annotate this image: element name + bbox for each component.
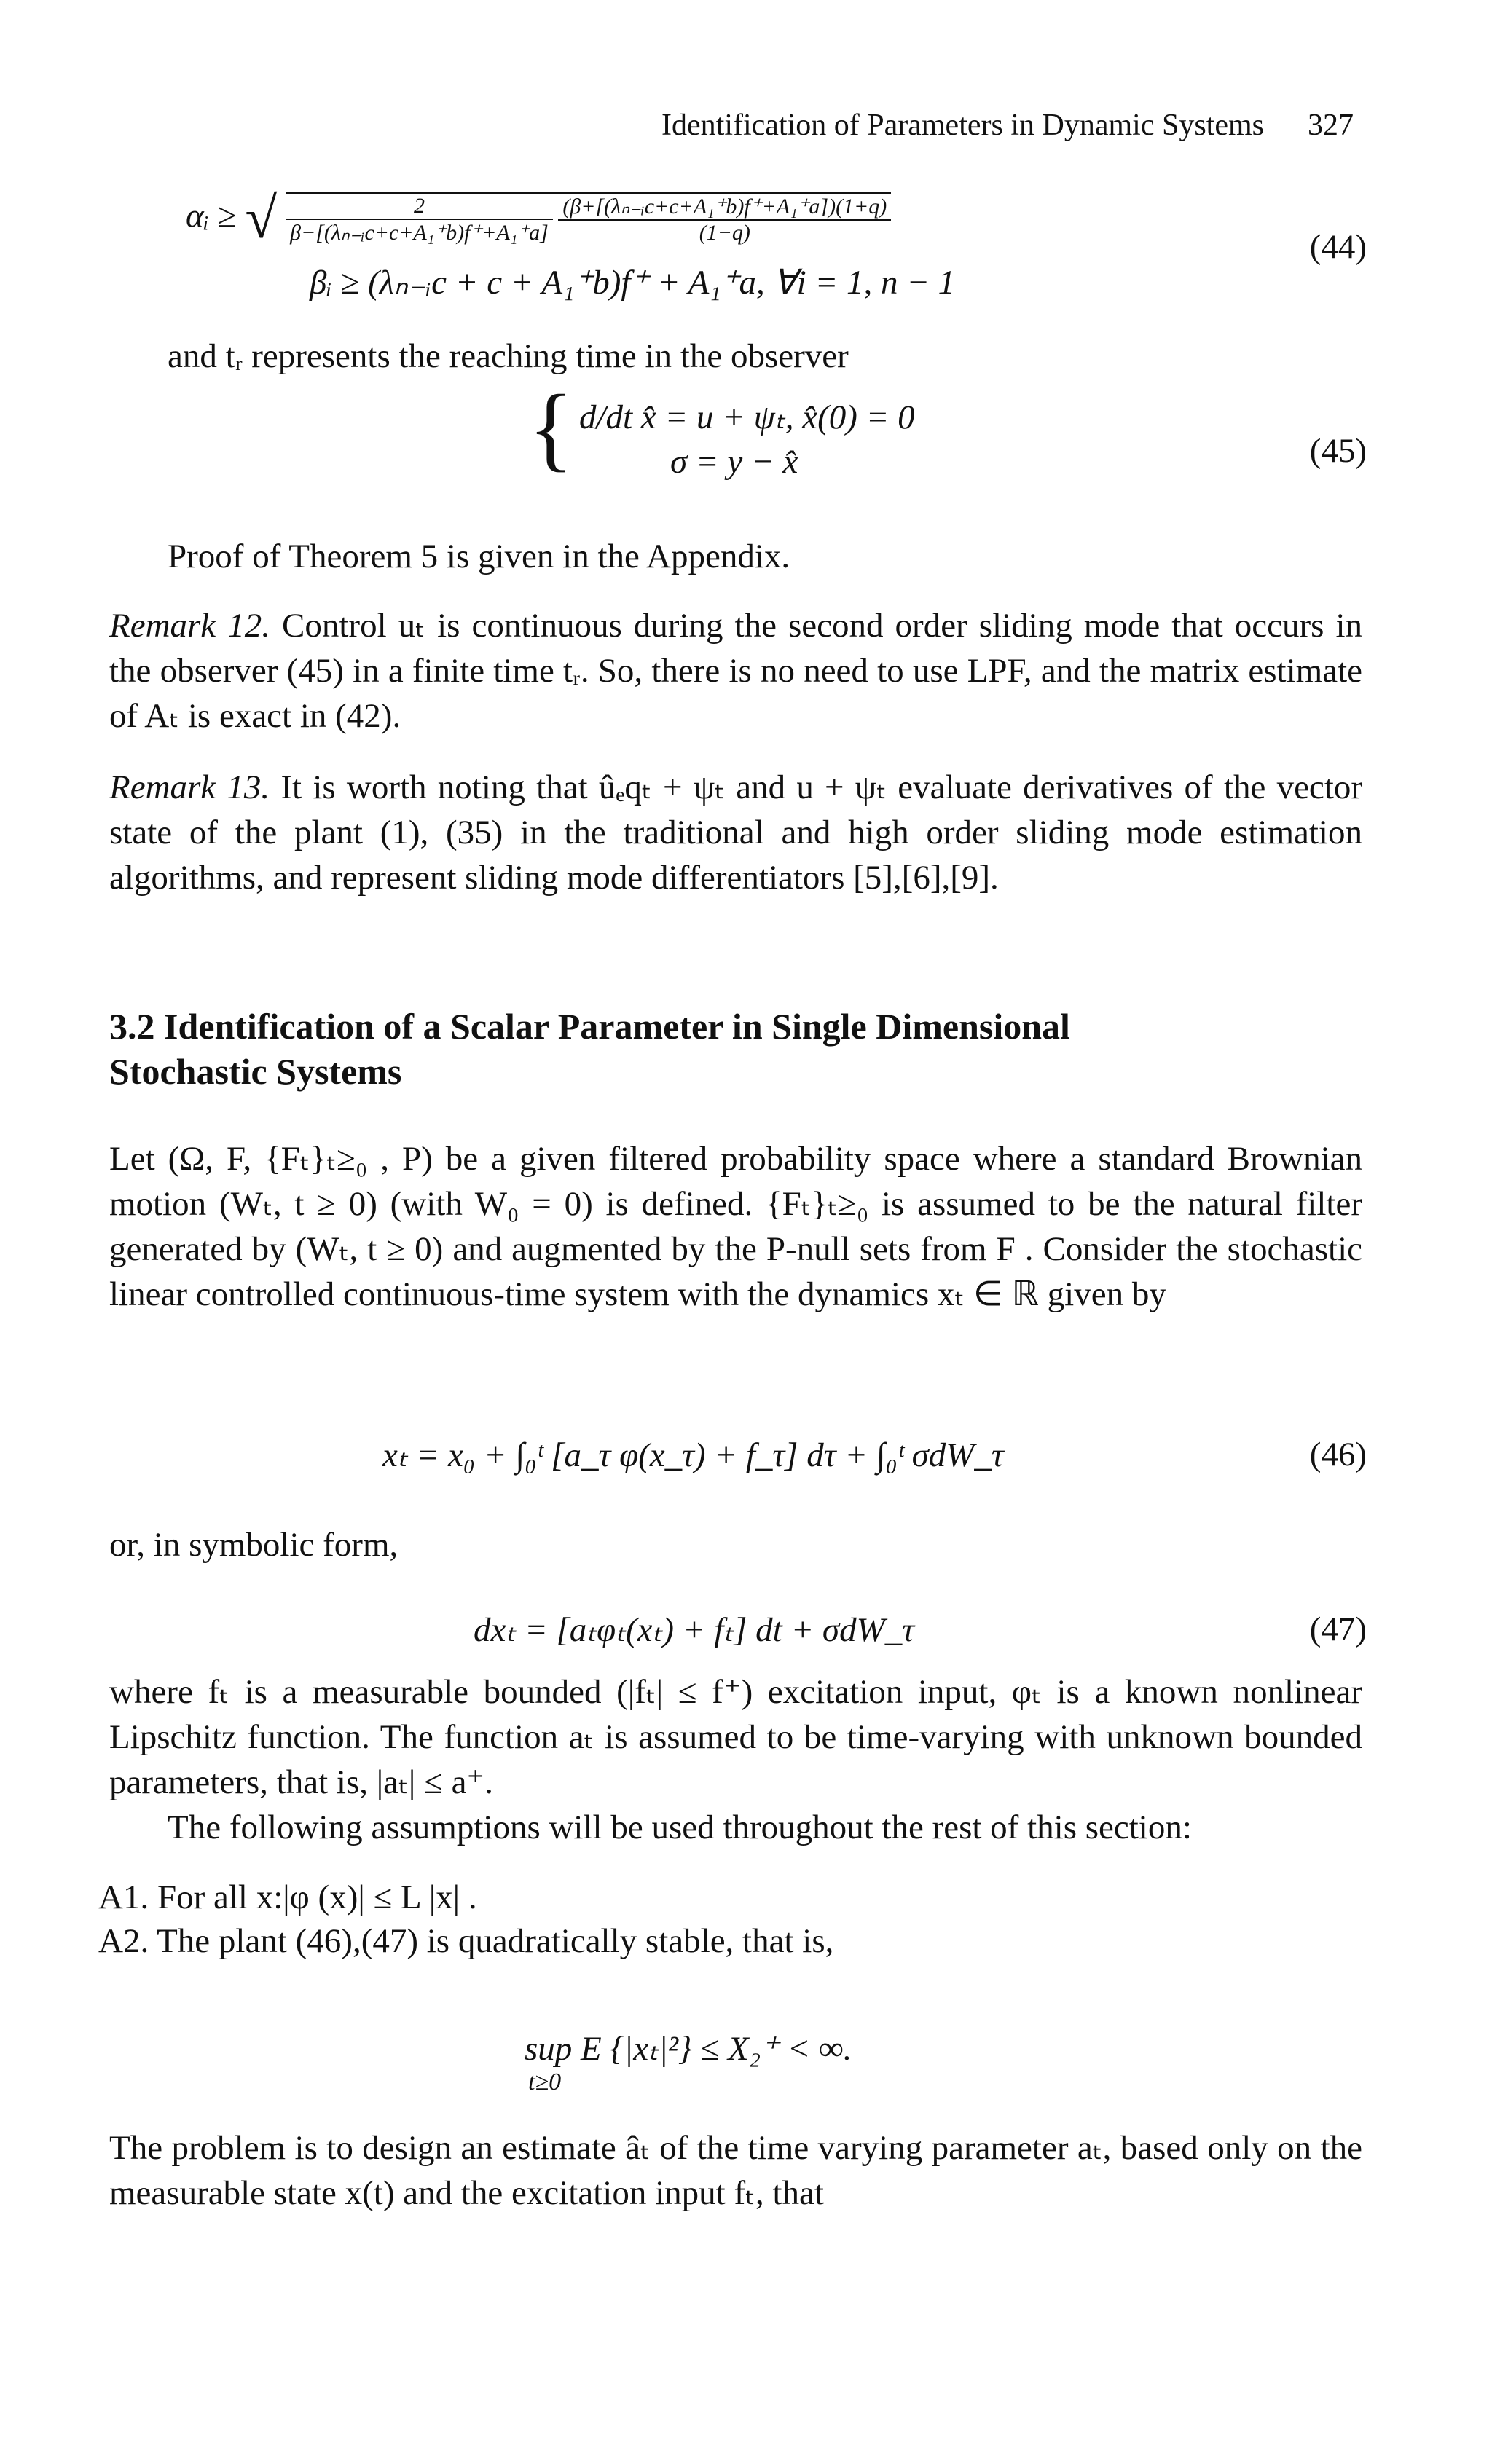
sqrt-sign: √	[245, 186, 278, 251]
remark-12	[109, 603, 1362, 739]
equation-number-46: (46)	[1309, 1436, 1367, 1473]
paragraph-symbolic: or, in symbolic form,	[109, 1526, 398, 1564]
header-title: Identification of Parameters in Dynamic Systems	[661, 109, 1264, 142]
outer-fraction	[286, 192, 891, 245]
alpha-lhs: αᵢ ≥	[186, 197, 237, 235]
left-brace: {	[528, 376, 574, 481]
equation-number-45: (45)	[1309, 432, 1367, 470]
outer-denominator: (1−q)	[699, 221, 750, 245]
eq45-line2: σ = y − x̂	[670, 443, 798, 481]
page-number: 327	[1308, 109, 1354, 142]
section-title-line1: 3.2 Identification of a Scalar Parameter in Single Dimensional	[109, 1006, 1070, 1047]
inner-fraction	[286, 194, 553, 245]
equation-47: dxₜ = [aₜφₜ(xₜ) + fₜ] dt + σdW_τ	[474, 1611, 915, 1649]
paragraph-reaching-time: and tᵣ represents the reaching time in the observer	[168, 337, 849, 375]
paragraph-proof: Proof of Theorem 5 is given in the Appendix.	[168, 538, 790, 575]
eq45-line1: d/dt x̂ = u + ψₜ, x̂(0) = 0	[579, 398, 915, 436]
assumption-a1: A1. For all x:|φ (x)| ≤ L |x| .	[98, 1878, 477, 1916]
equation-44-alpha	[186, 186, 891, 252]
remark-12-text: Control uₜ is continuous during the second order sliding mode that occurs in the observer (45) in a finite time tᵣ. So, there is no need to use LPF, and the matrix estimate of Aₜ is exact in (42).	[109, 607, 1363, 735]
remark-13-label: Remark 13.	[109, 768, 270, 806]
paragraph-let: Let (Ω, F, {Fₜ}ₜ≥₀ , P) be a given filtered probability space where a standard Brownian motion (Wₜ, t ≥ 0) (with W₀ = 0) is defined. {Fₜ}ₜ≥₀ is assumed to be the natural filter generated by (Wₜ, t ≥ 0) and augmented by the P-null sets from F . Consider the stochastic linear controlled continuous-time system with the dynamics xₜ ∈ ℝ given by	[109, 1140, 1362, 1313]
section-heading	[109, 1004, 1070, 1094]
paragraph-assumptions: The following assumptions will be used throughout the rest of this section:	[168, 1808, 1192, 1846]
inner-denominator: β−[(λₙ₋ᵢc+c+A₁⁺b)f⁺+A₁⁺a]	[290, 221, 549, 245]
outer-numerator: (β+[(λₙ₋ᵢc+c+A₁⁺b)f⁺+A₁⁺a])(1+q)	[558, 194, 891, 221]
assumption-list	[98, 1875, 833, 1963]
equation-44-beta: βᵢ ≥ (λₙ₋ᵢc + c + A₁⁺b)f⁺ + A₁⁺a, ∀i = 1, n − 1	[310, 264, 956, 302]
section-title-line2: Stochastic Systems	[109, 1051, 402, 1092]
equation-46: xₜ = x₀ + ∫₀ᵗ [a_τ φ(x_τ) + f_τ] dτ + ∫₀ᵗ σdW_τ	[382, 1436, 1004, 1474]
equation-number-47: (47)	[1309, 1610, 1367, 1648]
paragraph-problem: The problem is to design an estimate âₜ of the time varying parameter aₜ, based only on the measurable state x(t) and the excitation input fₜ, that	[109, 2129, 1362, 2212]
remark-12-label: Remark 12.	[109, 607, 270, 645]
running-header	[661, 108, 1354, 143]
assumption-a2: A2. The plant (46),(47) is quadratically stable, that is,	[98, 1922, 834, 1960]
paragraph-where: where fₜ is a measurable bounded (|fₜ| ≤ f⁺) excitation input, φₜ is a known nonlinear Lipschitz function. The function aₜ is assumed to be time-varying with unknown bounded parameters, that is, |aₜ| ≤ a⁺.	[109, 1673, 1362, 1801]
equation-sup: sup E {|xₜ|²} ≤ X₂⁺ < ∞.	[525, 2030, 852, 2068]
outer-power-fraction	[558, 194, 891, 245]
equation-number-44: (44)	[1309, 228, 1367, 266]
remark-13	[109, 765, 1362, 900]
equation-sup-subscript: t≥0	[528, 2069, 562, 2095]
inner-numerator: 2	[286, 194, 553, 220]
remark-13-text: It is worth noting that ûₑqₜ + ψₜ and u + ψₜ evaluate derivatives of the vector state of the plant (1), (35) in the traditional and high order sliding mode estimation algorithms, and represent sliding mode differentiators [5],[6],[9].	[109, 768, 1362, 897]
